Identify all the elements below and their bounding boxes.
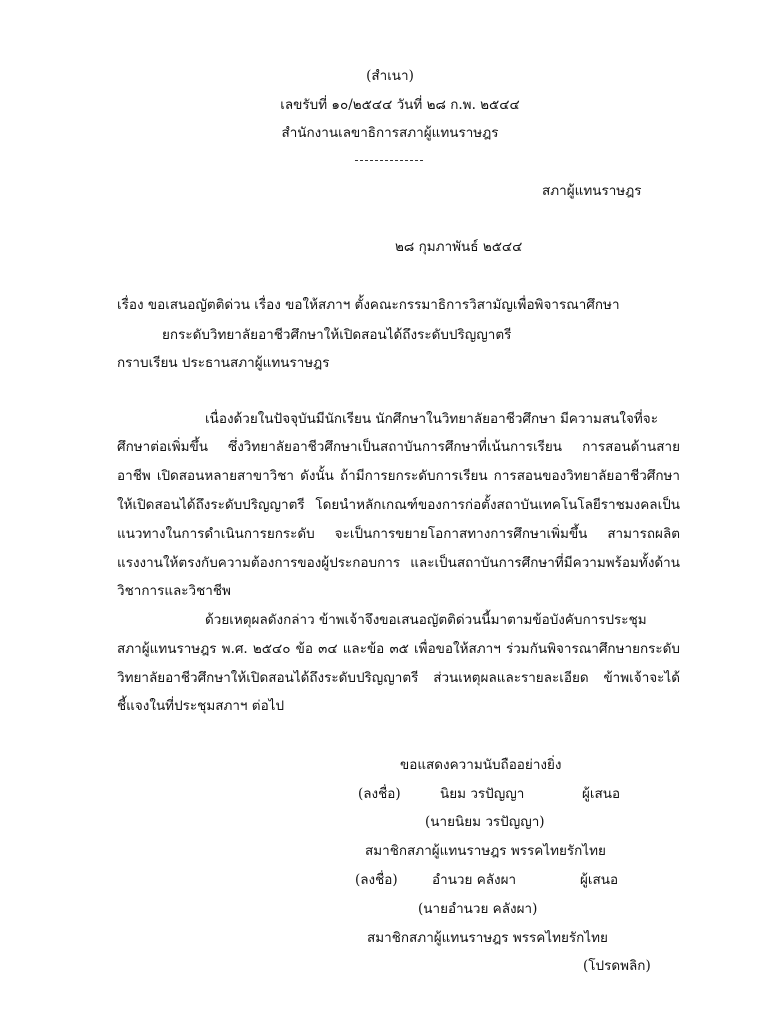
salutation: กราบเรียน ประธานสภาผู้แทนราษฎร <box>117 355 330 371</box>
signer-position: สมาชิกสภาผู้แทนราษฎร พรรคไทยรักไทย <box>365 843 606 859</box>
paragraph-1-line: เนื่องด้วยในปัจจุบันมีนักเรียน นักศึกษาในวิทยาลัยอาชีวศึกษา มีความสนใจที่จะ <box>205 411 658 427</box>
paragraph-1-line: แนวทางในการดำเนินการยกระดับ จะเป็นการขยายโอกาสทางการศึกษาเพิ่มขึ้น สามารถผลิต <box>117 526 680 542</box>
signer-full-name: (นายอำนวย คลังผา) <box>418 901 538 917</box>
signer-full-name: (นายนิยม วรปัญญา) <box>425 814 545 830</box>
paragraph-1-line: อาชีพ เปิดสอนหลายสาขาวิชา ดังนั้น ถ้ามีการยกระดับการเรียน การสอนของวิทยาลัยอาชีวศึกษา <box>117 468 680 484</box>
paragraph-1-line: ศึกษาต่อเพิ่มขึ้น ซึ่งวิทยาลัยอาชีวศึกษาเป็นสถาบันการศึกษาที่เน้นการเรียน การสอนด้านสาย <box>117 439 680 455</box>
signature-name: นิยม วรปัญญา <box>440 786 525 802</box>
closing-regards: ขอแสดงความนับถืออย่างยิ่ง <box>400 757 562 773</box>
divider-line <box>355 160 423 161</box>
paragraph-1-line: แรงงานให้ตรงกับความต้องการของผู้ประกอบการ และเป็นสถาบันการศึกษาที่มีความพร้อมทั้งด้าน <box>117 555 680 571</box>
signer-position: สมาชิกสภาผู้แทนราษฎร พรรคไทยรักไทย <box>367 930 608 946</box>
copy-mark: (สำเนา) <box>366 68 414 84</box>
document-date: ๒๘ กุมภาพันธ์ ๒๕๔๔ <box>395 239 523 255</box>
signature-name: อำนวย คลังผา <box>432 872 517 888</box>
sign-label: (ลงชื่อ) <box>355 872 398 888</box>
paragraph-1-line: ให้เปิดสอนได้ถึงระดับปริญญาตรี โดยนำหลักเกณฑ์ของการก่อตั้งสถาบันเทคโนโลยีราชมงคลเป็น <box>117 497 680 513</box>
paragraph-2-line: ด้วยเหตุผลดังกล่าว ข้าพเจ้าจึงขอเสนอญัตติด่วนนี้มาตามข้อบังคับการประชุม <box>205 612 647 628</box>
subject-line-1: เรื่อง ขอเสนอญัตติด่วน เรื่อง ขอให้สภาฯ ตั้งคณะกรรมาธิการวิสามัญเพื่อพิจารณาศึกษา <box>117 297 620 313</box>
signer-role: ผู้เสนอ <box>580 872 619 888</box>
paragraph-2-line: สภาผู้แทนราษฎร พ.ศ. ๒๕๔๐ ข้อ ๓๔ และข้อ ๓๕ เพื่อขอให้สภาฯ ร่วมกันพิจารณาศึกษายกระดับ <box>117 641 680 657</box>
paragraph-1-line: วิชาการและวิชาชีพ <box>117 583 231 599</box>
office-name: สำนักงานเลขาธิการสภาผู้แทนราษฎร <box>281 125 499 141</box>
subject-line-2: ยกระดับวิทยาลัยอาชีวศึกษาให้เปิดสอนได้ถึงระดับปริญญาตรี <box>162 327 512 343</box>
sign-label: (ลงชื่อ) <box>358 786 401 802</box>
receipt-number: เลขรับที่ ๑๐/๒๕๔๔ วันที่ ๒๘ ก.พ. ๒๕๔๔ <box>280 97 520 113</box>
paragraph-2-line: วิทยาลัยอาชีวศึกษาให้เปิดสอนได้ถึงระดับปริญญาตรี ส่วนเหตุผลและรายละเอียด ข้าพเจ้าจะได้ <box>117 670 680 686</box>
signer-role: ผู้เสนอ <box>582 786 621 802</box>
paragraph-2-line: ชี้แจงในที่ประชุมสภาฯ ต่อไป <box>117 698 285 714</box>
turn-over-note: (โปรดพลิก) <box>583 958 651 974</box>
recipient-org: สภาผู้แทนราษฎร <box>542 183 642 199</box>
